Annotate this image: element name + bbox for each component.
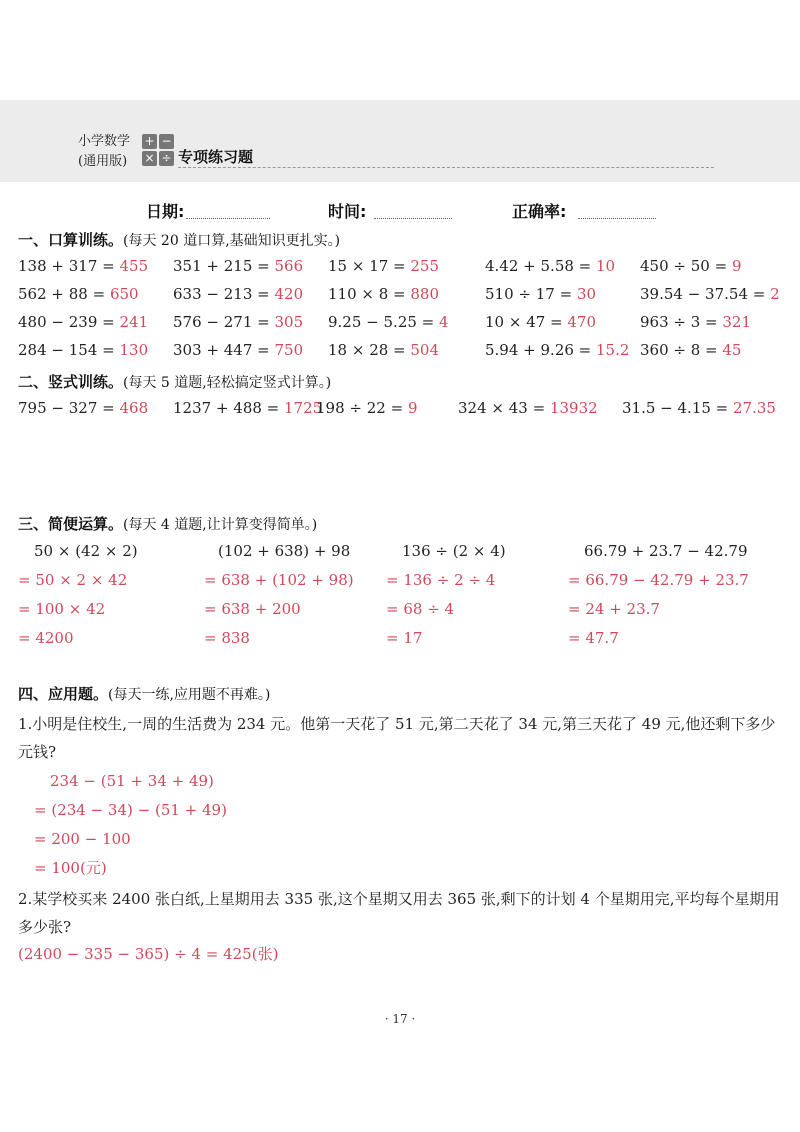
mental-calc-item: 39.54 − 37.54 = 2 [640,285,780,303]
answer: 504 [410,341,440,359]
word-problem-2: 2.某学校买来 2400 张白纸,上星期用去 335 张,这个星期又用去 365 张,剩下的计划 4 个星期用完,平均每个星期用多少张? [18,890,780,936]
simplify-step: = 17 [386,629,423,647]
minus-icon: − [159,134,174,149]
date-blank [186,218,270,219]
answer: 30 [576,285,597,303]
plus-icon: + [142,134,157,149]
time-label: 时间: [328,202,367,221]
simplify-step: = 50 × 2 × 42 [18,571,128,589]
accuracy-blank [578,218,656,219]
simplify-step: 50 × (42 × 2) [34,542,138,560]
simplify-step: = 638 + 200 [204,600,301,618]
answer: 10 [596,257,616,275]
operator-icons [142,134,176,168]
simplify-step: = 24 + 23.7 [568,600,660,618]
vertical-calc-item: 795 − 327 = 468 [18,399,149,417]
mental-calc-item: 510 ÷ 17 = 30 [485,285,597,303]
answer: 130 [119,341,149,359]
page-number: · 17 · [384,1012,416,1026]
answer: 27.35 [733,399,776,417]
section-title [18,683,270,704]
answer: 321 [722,313,752,331]
mental-calc-item: 15 × 17 = 255 [328,257,440,275]
word-problem-1: 1.小明是住校生,一周的生活费为 234 元。他第一天花了 51 元,第二天花了 34 元,第三天花了 49 元,他还剩下多少元钱? [18,715,776,761]
header-divider [178,167,714,168]
solution-step: = 100(元) [34,859,107,877]
simplify-step: = 638 + (102 + 98) [204,571,354,589]
answer: 9 [407,399,418,417]
vertical-calc-item: 31.5 − 4.15 = 27.35 [622,399,776,417]
mental-calc-item: 138 + 317 = 455 [18,257,149,275]
answer: 750 [274,341,304,359]
simplify-step: = 100 × 42 [18,600,106,618]
vertical-calc-item: 324 × 43 = 13932 [458,399,598,417]
mental-calc-item: 4.42 + 5.58 = 10 [485,257,616,275]
mental-calc-item: 5.94 + 9.26 = 15.2 [485,341,630,359]
simplify-step: = 68 ÷ 4 [386,600,455,618]
date-label: 日期: [146,202,185,221]
vertical-calc-item: 198 ÷ 22 = 9 [316,399,418,417]
answer: 566 [274,257,304,275]
mental-calc-item: 576 − 271 = 305 [173,313,304,331]
answer: 241 [119,313,149,331]
simplify-step: = 4200 [18,629,74,647]
divide-icon: ÷ [159,151,174,166]
answer: 305 [274,313,304,331]
solution-step: = 200 − 100 [34,830,131,848]
section-heading: 三、简便运算。 [18,515,124,533]
book-subject: 小学数学 [78,134,131,149]
answer: 470 [567,313,597,331]
answer: 880 [410,285,440,303]
top-margin [0,0,800,100]
answer: 255 [410,257,440,275]
simplify-step: 66.79 + 23.7 − 42.79 [584,542,748,560]
solution-step: (2400 − 335 − 365) ÷ 4 = 425(张) [18,945,279,963]
section-title [18,371,331,392]
simplify-step: = 838 [204,629,250,647]
mental-calc-item: 18 × 28 = 504 [328,341,440,359]
mental-calc-item: 480 − 239 = 241 [18,313,149,331]
mental-calc-item: 360 ÷ 8 = 45 [640,341,742,359]
simplify-step: = 47.7 [568,629,619,647]
vertical-calc-item: 1237 + 488 = 1725 [173,399,323,417]
accuracy-label: 正确率: [512,202,567,221]
answer: 45 [722,341,742,359]
answer: 1725 [284,399,323,417]
mental-calc-item: 351 + 215 = 566 [173,257,304,275]
answer: 2 [770,285,780,303]
section-note: (每天 5 道题,轻松搞定竖式计算。) [123,375,332,391]
section-title [18,229,340,250]
book-edition: (通用版) [78,154,128,169]
answer: 4 [439,313,449,331]
answer: 468 [119,399,149,417]
mental-calc-item: 963 ÷ 3 = 321 [640,313,752,331]
simplify-step: = 66.79 − 42.79 + 23.7 [568,571,749,589]
mental-calc-item: 10 × 47 = 470 [485,313,597,331]
mental-calc-item: 110 × 8 = 880 [328,285,440,303]
solution-step: = (234 − 34) − (51 + 49) [34,801,227,819]
section-heading: 四、应用题。 [18,685,109,703]
solution-step: 234 − (51 + 34 + 49) [50,772,214,790]
answer: 13932 [549,399,598,417]
section-title [18,513,317,534]
simplify-step: 136 ÷ (2 × 4) [402,542,506,560]
section-note: (每天 4 道题,让计算变得简单。) [123,517,318,533]
answer: 9 [731,257,742,275]
page-title: 专项练习题 [178,148,254,166]
answer: 15.2 [596,341,630,359]
mental-calc-item: 9.25 − 5.25 = 4 [328,313,449,331]
mental-calc-item: 450 ÷ 50 = 9 [640,257,742,275]
answer: 650 [109,285,139,303]
book-label [78,132,130,172]
answer: 455 [119,257,149,275]
mental-calc-item: 633 − 213 = 420 [173,285,304,303]
section-heading: 二、竖式训练。 [18,373,124,391]
times-icon: × [142,151,157,166]
answer: 420 [274,285,304,303]
mental-calc-item: 284 − 154 = 130 [18,341,149,359]
section-heading: 一、口算训练。 [18,231,124,249]
simplify-step: (102 + 638) + 98 [218,542,351,560]
section-note: (每天 20 道口算,基础知识更扎实。) [123,233,341,249]
mental-calc-item: 562 + 88 = 650 [18,285,139,303]
mental-calc-item: 303 + 447 = 750 [173,341,304,359]
simplify-step: = 136 ÷ 2 ÷ 4 [386,571,496,589]
section-note: (每天一练,应用题不再难。) [108,687,271,703]
time-blank [374,218,452,219]
